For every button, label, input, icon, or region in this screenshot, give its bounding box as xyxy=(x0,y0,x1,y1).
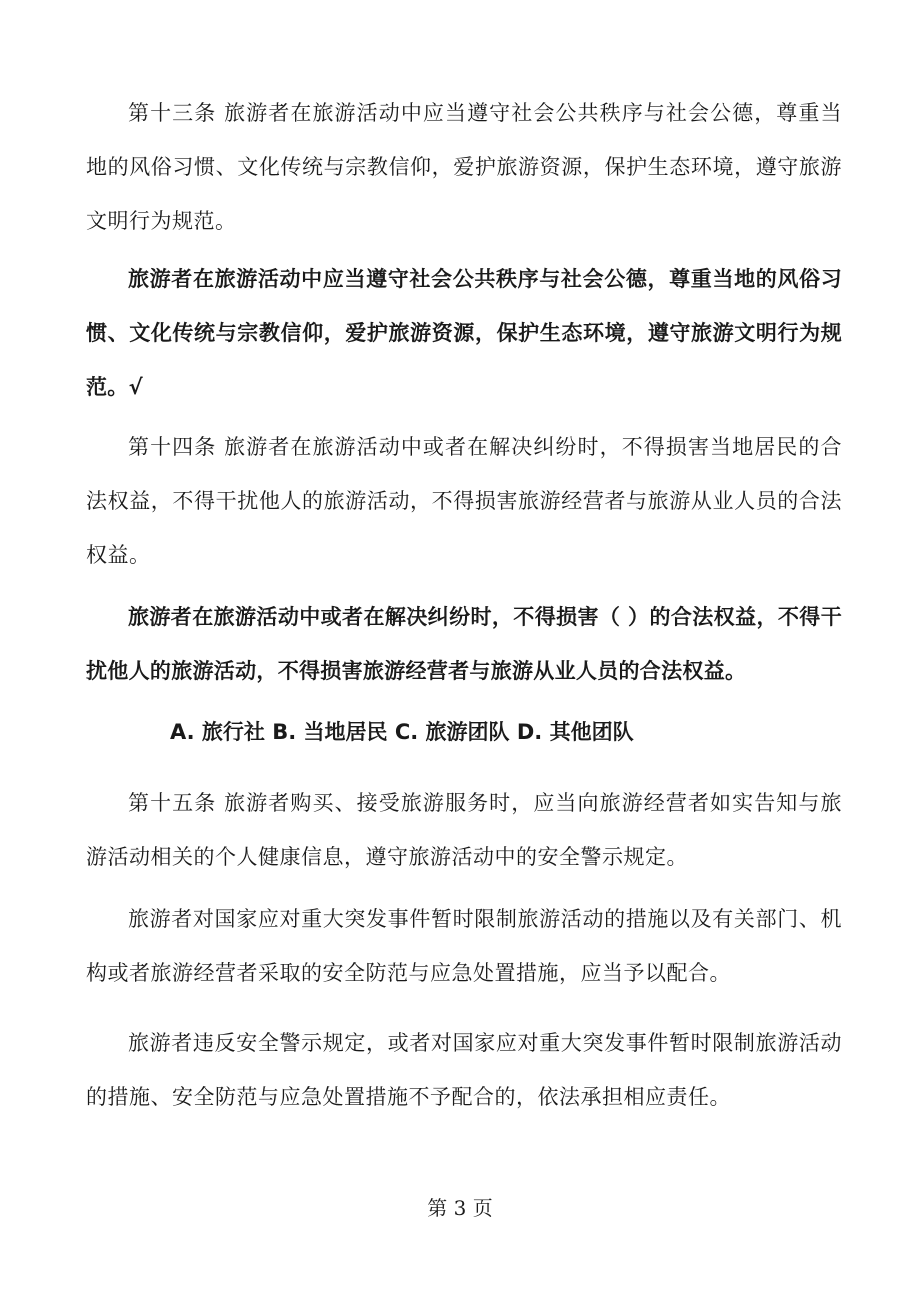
article-15-liability-paragraph: 旅游者违反安全警示规定，或者对国家应对重大突发事件暂时限制旅游活动的措施、安全防范与应急处置措施不予配合的，依法承担相应责任。 xyxy=(86,1031,842,1109)
question-14-options: A. 旅行社 B. 当地居民 C. 旅游团队 D. 其他团队 xyxy=(170,720,634,744)
article-15-paragraph: 第十五条 旅游者购买、接受旅游服务时，应当向旅游经营者如实告知与旅游活动相关的个人健康信息，遵守旅游活动中的安全警示规定。 xyxy=(86,791,842,869)
article-14-paragraph: 第十四条 旅游者在旅游活动中或者在解决纠纷时，不得损害当地居民的合法权益，不得干扰他人的旅游活动，不得损害旅游经营者与旅游从业人员的合法权益。 xyxy=(86,435,842,567)
page-number-footer: 第 3 页 xyxy=(427,1196,493,1220)
article-13-paragraph: 第十三条 旅游者在旅游活动中应当遵守社会公共秩序与社会公德，尊重当地的风俗习惯、文化传统与宗教信仰，爱护旅游资源，保护生态环境，遵守旅游文明行为规范。 xyxy=(86,101,842,233)
question-13-statement: 旅游者在旅游活动中应当遵守社会公共秩序与社会公德，尊重当地的风俗习惯、文化传统与宗教信仰，爱护旅游资源，保护生态环境，遵守旅游文明行为规范。√ xyxy=(86,267,842,399)
article-15-cooperation-paragraph: 旅游者对国家应对重大突发事件暂时限制旅游活动的措施以及有关部门、机构或者旅游经营者采取的安全防范与应急处置措施，应当予以配合。 xyxy=(86,907,842,985)
question-14-statement: 旅游者在旅游活动中或者在解决纠纷时，不得损害（ ）的合法权益，不得干扰他人的旅游活动，不得损害旅游经营者与旅游从业人员的合法权益。 xyxy=(86,605,842,683)
